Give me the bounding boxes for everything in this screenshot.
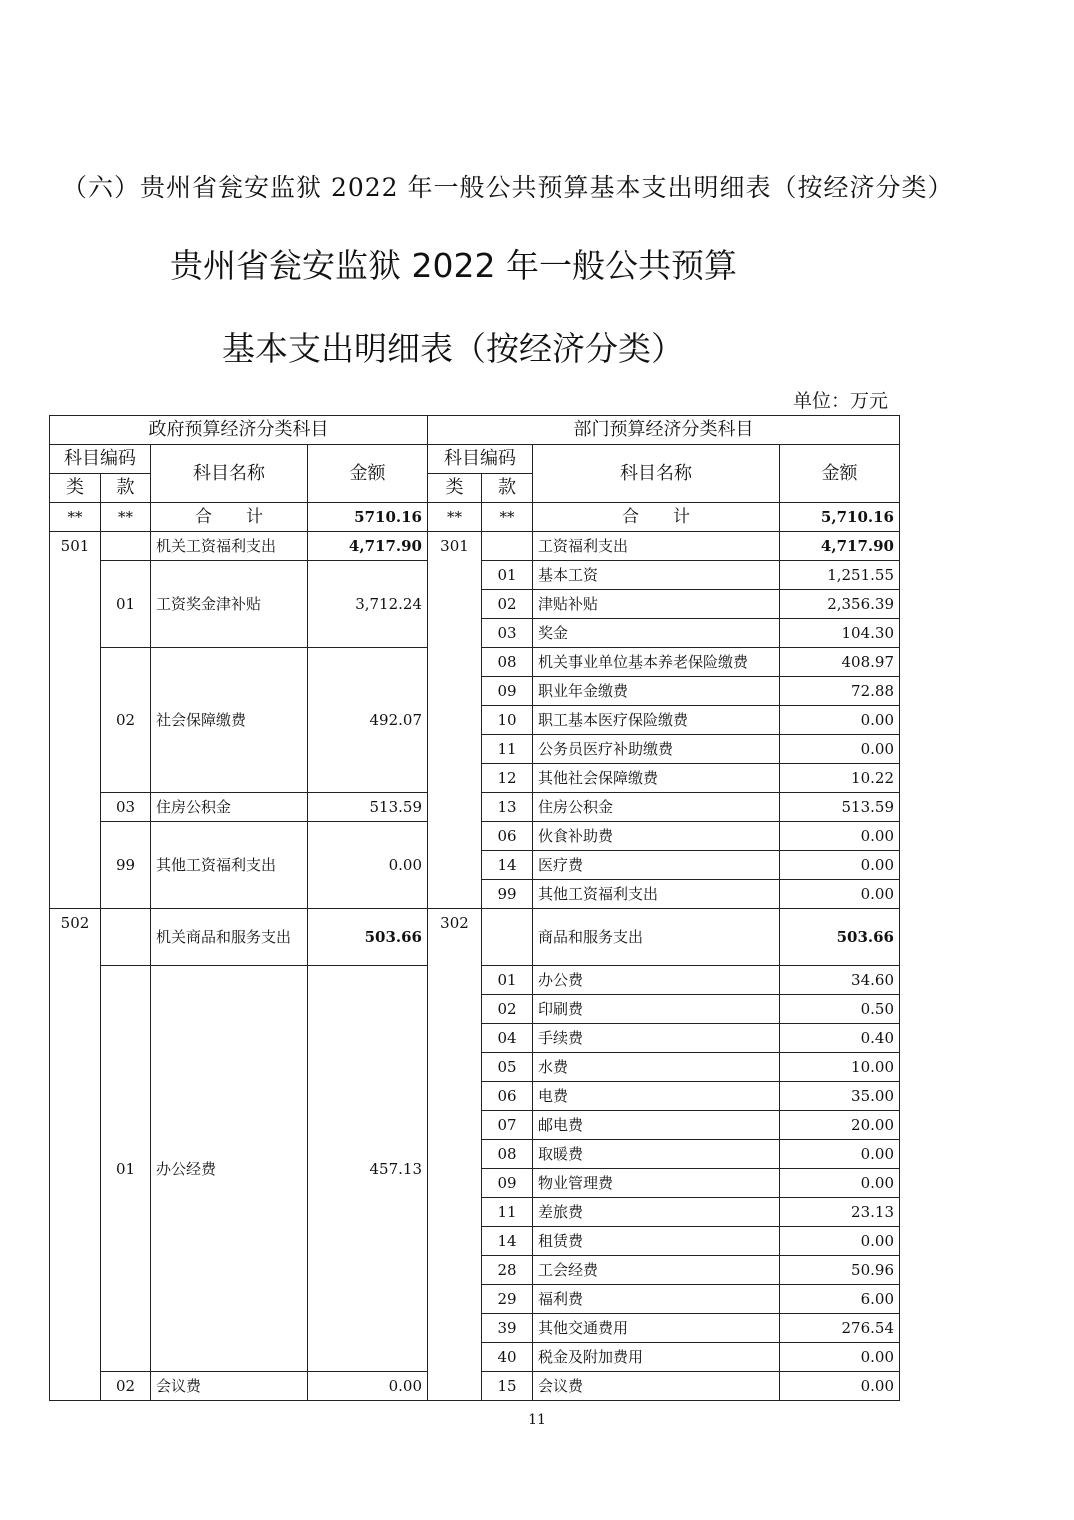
dept-item-amount: 104.30 bbox=[780, 619, 900, 648]
dept-item-name: 差旅费 bbox=[533, 1198, 780, 1227]
dept-item-name: 机关事业单位基本养老保险缴费 bbox=[533, 648, 780, 677]
gov-item-code: 99 bbox=[101, 822, 151, 909]
dept-item-name: 邮电费 bbox=[533, 1111, 780, 1140]
gov-item-code: 01 bbox=[101, 966, 151, 1372]
gov-item-code: 02 bbox=[101, 1372, 151, 1401]
dept-item-amount: 2,356.39 bbox=[780, 590, 900, 619]
gov-item-amount: 457.13 bbox=[308, 966, 428, 1372]
dept-item-code: 28 bbox=[482, 1256, 533, 1285]
page-number: 11 bbox=[528, 1412, 546, 1428]
dept-item-amount: 0.00 bbox=[780, 880, 900, 909]
gov-item-code bbox=[101, 532, 151, 561]
dept-item-name: 福利费 bbox=[533, 1285, 780, 1314]
dept-item-code: 02 bbox=[482, 995, 533, 1024]
dept-item-name: 其他交通费用 bbox=[533, 1314, 780, 1343]
dept-item-code: 40 bbox=[482, 1343, 533, 1372]
gov-total-lei: ** bbox=[50, 503, 101, 532]
gov-item-amount: 3,712.24 bbox=[308, 561, 428, 648]
dept-item-amount: 0.00 bbox=[780, 735, 900, 764]
dept-item-name: 公务员医疗补助缴费 bbox=[533, 735, 780, 764]
dept-item-code: 01 bbox=[482, 966, 533, 995]
gov-item-name: 社会保障缴费 bbox=[151, 648, 308, 793]
dept-item-code: 05 bbox=[482, 1053, 533, 1082]
dept-item-code: 02 bbox=[482, 590, 533, 619]
dept-item-name: 电费 bbox=[533, 1082, 780, 1111]
dept-total-kuan: ** bbox=[482, 503, 533, 532]
gov-item-code: 02 bbox=[101, 648, 151, 793]
dept-item-amount: 0.40 bbox=[780, 1024, 900, 1053]
dept-item-name: 职工基本医疗保险缴费 bbox=[533, 706, 780, 735]
gov-item-amount: 513.59 bbox=[308, 793, 428, 822]
dept-code-header: 科目编码 bbox=[428, 445, 533, 474]
dept-item-code: 03 bbox=[482, 619, 533, 648]
gov-category-amount: 503.66 bbox=[308, 909, 428, 966]
unit-label: 单位：万元 bbox=[792, 390, 888, 412]
dept-item-code: 10 bbox=[482, 706, 533, 735]
dept-item-name: 物业管理费 bbox=[533, 1169, 780, 1198]
dept-item-code: 11 bbox=[482, 1198, 533, 1227]
dept-item-amount: 20.00 bbox=[780, 1111, 900, 1140]
dept-item-code: 07 bbox=[482, 1111, 533, 1140]
gov-item-code bbox=[101, 909, 151, 966]
dept-item-code: 06 bbox=[482, 1082, 533, 1111]
dept-item-amount: 72.88 bbox=[780, 677, 900, 706]
dept-item-name: 职业年金缴费 bbox=[533, 677, 780, 706]
dept-item-amount: 23.13 bbox=[780, 1198, 900, 1227]
dept-item-name: 会议费 bbox=[533, 1372, 780, 1401]
gov-item-amount: 0.00 bbox=[308, 822, 428, 909]
dept-item-code: 12 bbox=[482, 764, 533, 793]
gov-total-kuan: ** bbox=[101, 503, 151, 532]
dept-item-code: 09 bbox=[482, 677, 533, 706]
dept-item-name: 其他社会保障缴费 bbox=[533, 764, 780, 793]
gov-category-name: 机关工资福利支出 bbox=[151, 532, 308, 561]
dept-category-name: 工资福利支出 bbox=[533, 532, 780, 561]
dept-item-amount: 0.00 bbox=[780, 1343, 900, 1372]
total-row bbox=[50, 503, 900, 532]
dept-kuan-header: 款 bbox=[482, 474, 533, 503]
dept-item-code: 08 bbox=[482, 648, 533, 677]
dept-total-label: 合 计 bbox=[533, 503, 780, 532]
gov-category-code: 501 bbox=[50, 532, 101, 909]
dept-category-name: 商品和服务支出 bbox=[533, 909, 780, 966]
gov-lei-header: 类 bbox=[50, 474, 101, 503]
dept-item-code: 08 bbox=[482, 1140, 533, 1169]
dept-item-code: 39 bbox=[482, 1314, 533, 1343]
dept-category-code: 302 bbox=[428, 909, 482, 1401]
dept-item-name: 工会经费 bbox=[533, 1256, 780, 1285]
dept-item-name: 医疗费 bbox=[533, 851, 780, 880]
dept-category-amount: 503.66 bbox=[780, 909, 900, 966]
gov-item-code: 03 bbox=[101, 793, 151, 822]
gov-item-code: 01 bbox=[101, 561, 151, 648]
dept-item-amount: 513.59 bbox=[780, 793, 900, 822]
dept-item-code bbox=[482, 909, 533, 966]
dept-item-name: 税金及附加费用 bbox=[533, 1343, 780, 1372]
dept-amount-header: 金额 bbox=[780, 445, 900, 503]
gov-item-amount: 0.00 bbox=[308, 1372, 428, 1401]
dept-item-amount: 0.00 bbox=[780, 851, 900, 880]
dept-item-name: 伙食补助费 bbox=[533, 822, 780, 851]
page-title-line2: 基本支出明细表（按经济分类） bbox=[222, 329, 684, 368]
dept-category-code: 301 bbox=[428, 532, 482, 909]
gov-code-header: 科目编码 bbox=[50, 445, 151, 474]
dept-item-amount: 0.50 bbox=[780, 995, 900, 1024]
dept-item-code bbox=[482, 532, 533, 561]
gov-item-name: 会议费 bbox=[151, 1372, 308, 1401]
gov-total-label: 合 计 bbox=[151, 503, 308, 532]
gov-item-amount: 492.07 bbox=[308, 648, 428, 793]
dept-item-amount: 0.00 bbox=[780, 1140, 900, 1169]
dept-item-code: 29 bbox=[482, 1285, 533, 1314]
gov-group-header: 政府预算经济分类科目 bbox=[50, 416, 428, 445]
gov-total-amount: 5710.16 bbox=[308, 503, 428, 532]
dept-item-name: 奖金 bbox=[533, 619, 780, 648]
dept-item-amount: 1,251.55 bbox=[780, 561, 900, 590]
gov-amount-header: 金额 bbox=[308, 445, 428, 503]
dept-total-amount: 5,710.16 bbox=[780, 503, 900, 532]
dept-item-amount: 6.00 bbox=[780, 1285, 900, 1314]
dept-total-lei: ** bbox=[428, 503, 482, 532]
gov-category-amount: 4,717.90 bbox=[308, 532, 428, 561]
gov-name-header: 科目名称 bbox=[151, 445, 308, 503]
page-title-line1: 贵州省瓮安监狱 2022 年一般公共预算 bbox=[170, 246, 737, 285]
section-title: （六）贵州省瓮安监狱 2022 年一般公共预算基本支出明细表（按经济分类） bbox=[62, 173, 954, 202]
dept-item-amount: 10.22 bbox=[780, 764, 900, 793]
dept-item-name: 租赁费 bbox=[533, 1227, 780, 1256]
dept-item-code: 11 bbox=[482, 735, 533, 764]
dept-item-amount: 34.60 bbox=[780, 966, 900, 995]
gov-item-name: 工资奖金津补贴 bbox=[151, 561, 308, 648]
dept-item-amount: 0.00 bbox=[780, 706, 900, 735]
dept-category-amount: 4,717.90 bbox=[780, 532, 900, 561]
dept-item-name: 印刷费 bbox=[533, 995, 780, 1024]
dept-item-code: 14 bbox=[482, 851, 533, 880]
dept-item-code: 06 bbox=[482, 822, 533, 851]
gov-item-name: 住房公积金 bbox=[151, 793, 308, 822]
dept-name-header: 科目名称 bbox=[533, 445, 780, 503]
expenditure-table bbox=[49, 415, 900, 1401]
gov-item-name: 其他工资福利支出 bbox=[151, 822, 308, 909]
dept-item-name: 其他工资福利支出 bbox=[533, 880, 780, 909]
dept-item-name: 津贴补贴 bbox=[533, 590, 780, 619]
dept-item-amount: 408.97 bbox=[780, 648, 900, 677]
dept-item-amount: 10.00 bbox=[780, 1053, 900, 1082]
dept-item-name: 办公费 bbox=[533, 966, 780, 995]
dept-item-amount: 50.96 bbox=[780, 1256, 900, 1285]
dept-lei-header: 类 bbox=[428, 474, 482, 503]
dept-item-code: 15 bbox=[482, 1372, 533, 1401]
dept-item-name: 手续费 bbox=[533, 1024, 780, 1053]
dept-group-header: 部门预算经济分类科目 bbox=[428, 416, 900, 445]
dept-item-code: 99 bbox=[482, 880, 533, 909]
dept-item-code: 14 bbox=[482, 1227, 533, 1256]
dept-item-name: 基本工资 bbox=[533, 561, 780, 590]
gov-category-code: 502 bbox=[50, 909, 101, 1401]
dept-item-name: 住房公积金 bbox=[533, 793, 780, 822]
gov-category-name: 机关商品和服务支出 bbox=[151, 909, 308, 966]
gov-item-name: 办公经费 bbox=[151, 966, 308, 1372]
gov-kuan-header: 款 bbox=[101, 474, 151, 503]
dept-item-amount: 276.54 bbox=[780, 1314, 900, 1343]
dept-item-code: 09 bbox=[482, 1169, 533, 1198]
dept-item-code: 13 bbox=[482, 793, 533, 822]
dept-item-amount: 0.00 bbox=[780, 1372, 900, 1401]
dept-item-amount: 0.00 bbox=[780, 822, 900, 851]
dept-item-code: 04 bbox=[482, 1024, 533, 1053]
dept-item-code: 01 bbox=[482, 561, 533, 590]
dept-item-amount: 35.00 bbox=[780, 1082, 900, 1111]
dept-item-name: 水费 bbox=[533, 1053, 780, 1082]
dept-item-amount: 0.00 bbox=[780, 1169, 900, 1198]
dept-item-name: 取暖费 bbox=[533, 1140, 780, 1169]
dept-item-amount: 0.00 bbox=[780, 1227, 900, 1256]
